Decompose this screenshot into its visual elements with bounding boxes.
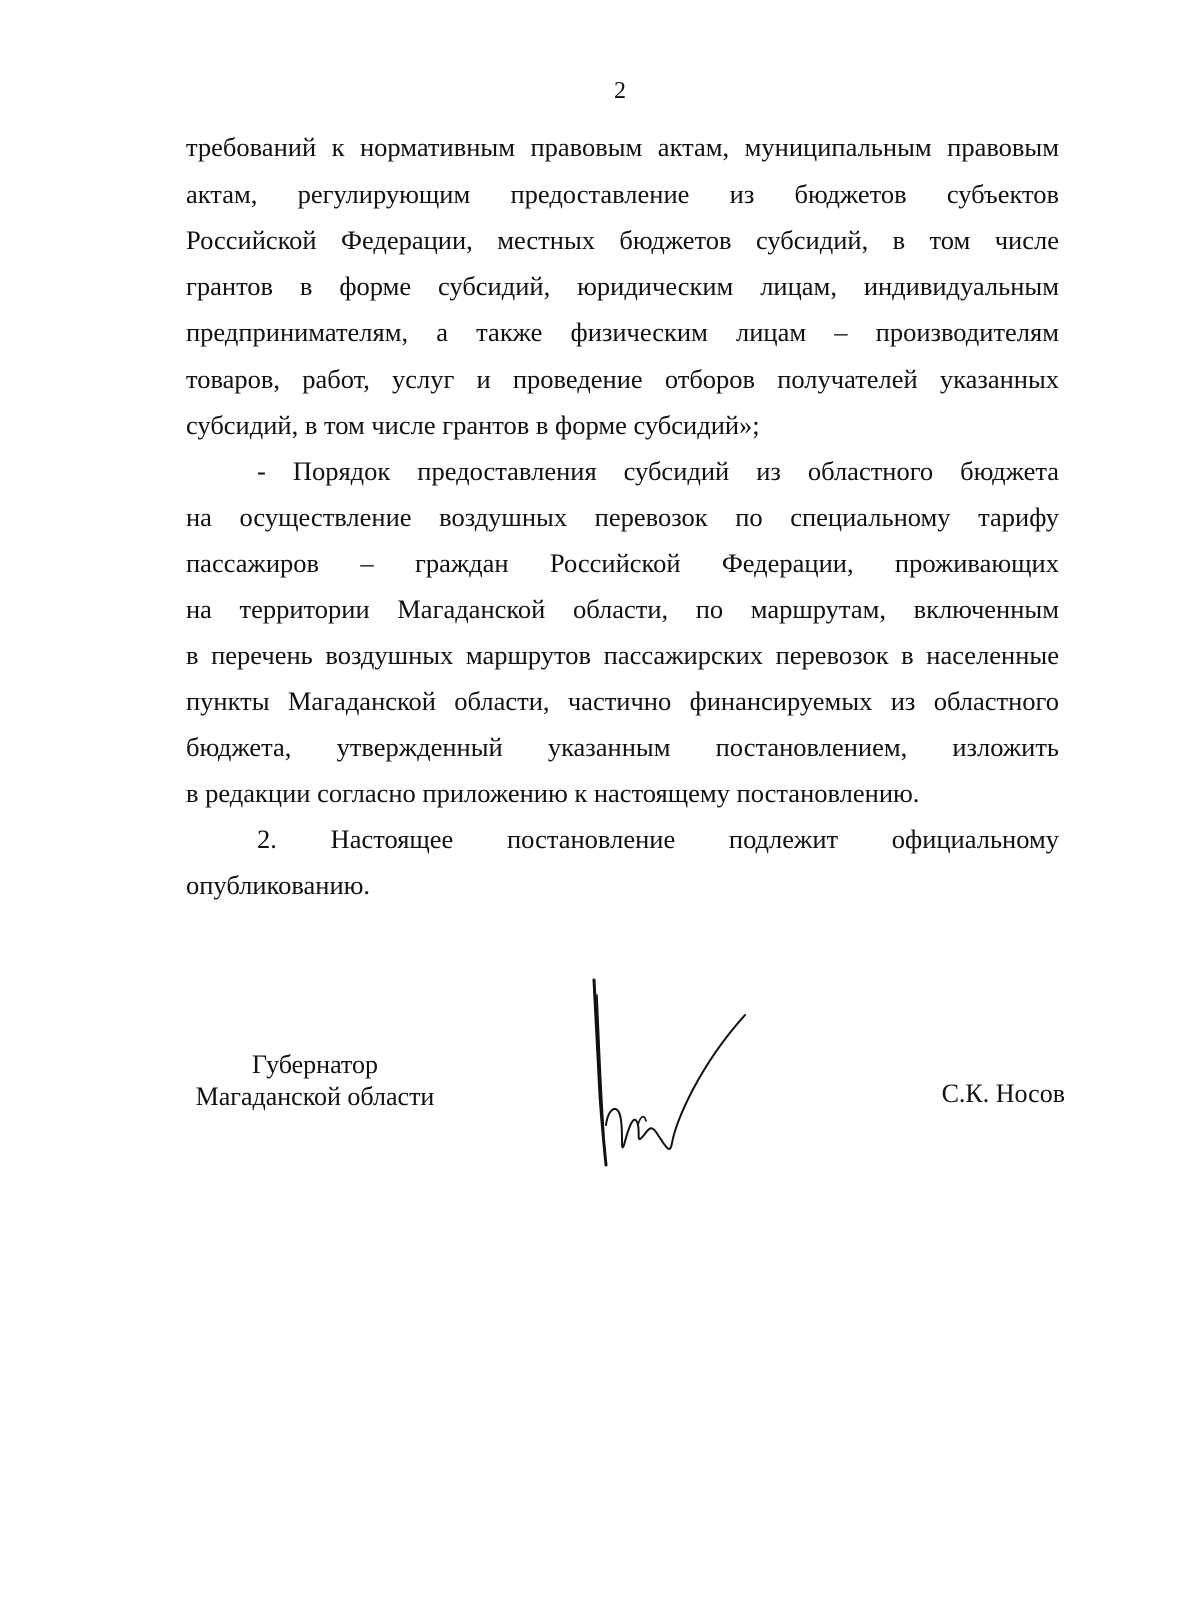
body-line: - Порядок предоставления субсидий из областного бюджета <box>257 456 1059 486</box>
body-line: грантов в форме субсидий, юридическим лицам, индивидуальным <box>186 271 1059 301</box>
body-line: на территории Магаданской области, по маршрутам, включенным <box>186 594 1059 624</box>
body-line: пункты Магаданской области, частично финансируемых из областного <box>186 686 1059 716</box>
body-line: субсидий, в том числе грантов в форме субсидий»; <box>186 410 760 440</box>
handwritten-signature <box>580 975 780 1175</box>
body-line: пассажиров – граждан Российской Федерации, проживающих <box>186 548 1059 578</box>
body-line: на осуществление воздушных перевозок по специальному тарифу <box>186 502 1059 532</box>
signatory-title-line2: Магаданской области <box>195 1082 435 1111</box>
page-number: 2 <box>614 78 626 104</box>
body-line: требований к нормативным правовым актам, муниципальным правовым <box>186 132 1059 162</box>
body-line: 2. Настоящее постановление подлежит официальному <box>257 824 1059 854</box>
body-line: бюджета, утвержденный указанным постановлением, изложить <box>186 732 1059 762</box>
body-line: предпринимателям, а также физическим лицам – производителям <box>186 317 1059 347</box>
signatory-title <box>190 1049 440 1113</box>
body-line: товаров, работ, услуг и проведение отборов получателей указанных <box>186 364 1059 394</box>
body-line: актам, регулирующим предоставление из бюджетов субъектов <box>186 179 1059 209</box>
body-line: Российской Федерации, местных бюджетов субсидий, в том числе <box>186 225 1059 255</box>
signatory-title-line1: Губернатор <box>252 1050 378 1079</box>
body-line: в перечень воздушных маршрутов пассажирских перевозок в населенные <box>186 640 1059 670</box>
body-line: в редакции согласно приложению к настоящему постановлению. <box>186 778 920 808</box>
signatory-name: С.К. Носов <box>941 1079 1065 1108</box>
body-line: опубликованию. <box>186 870 371 900</box>
